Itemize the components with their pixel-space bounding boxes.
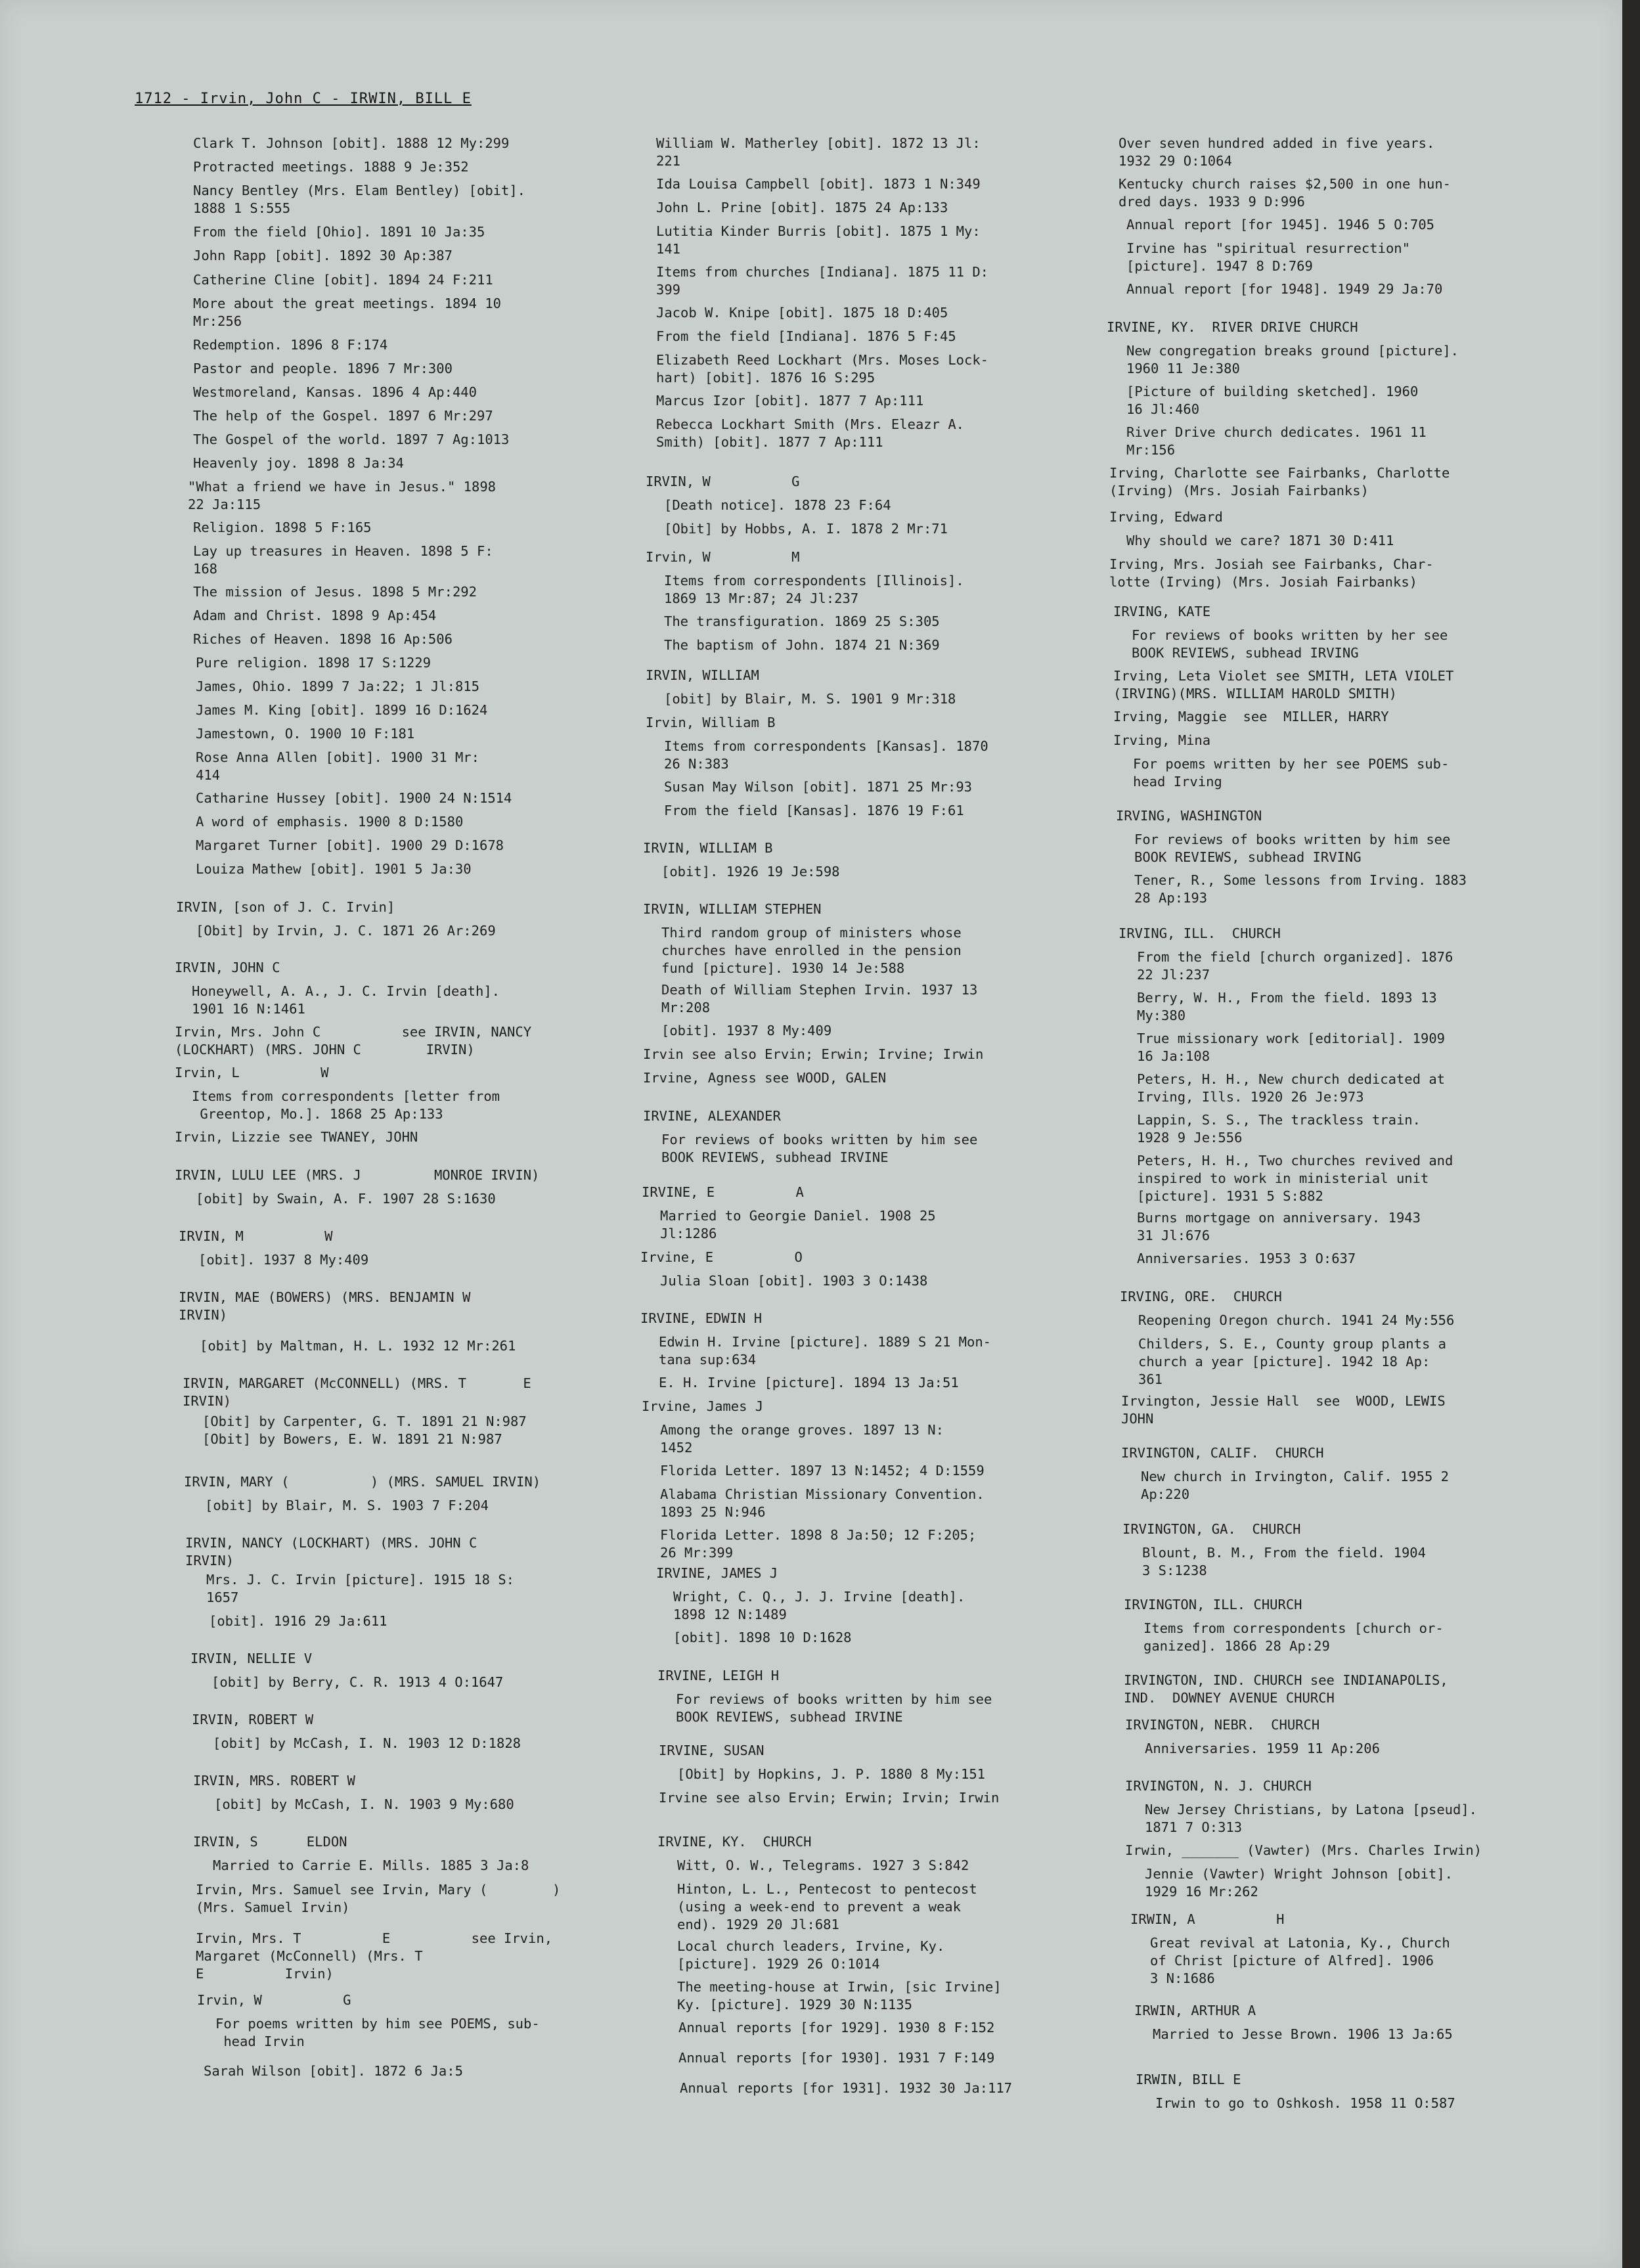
index-entry: IRVINE, ALEXANDER	[643, 1108, 781, 1124]
index-entry: From the field [church organized]. 1876 22 Jl:237	[1137, 949, 1453, 983]
index-entry: Lay up treasures in Heaven. 1898 5 F: 168	[193, 543, 493, 577]
index-entry: [Obit] by Hobbs, A. I. 1878 2 Mr:71	[664, 521, 948, 537]
index-entry: The help of the Gospel. 1897 6 Mr:297	[193, 408, 493, 424]
index-entry: IRVINGTON, IND. CHURCH see INDIANAPOLIS, IND. DOWNEY AVENUE CHURCH	[1124, 1672, 1448, 1706]
index-entry: William W. Matherley [obit]. 1872 13 Jl: 221	[656, 135, 981, 169]
index-entry: IRVIN, W G	[646, 474, 800, 489]
index-entry: Annual report [for 1945]. 1946 5 O:705	[1126, 217, 1434, 233]
index-entry: Irvine, E O	[640, 1249, 803, 1265]
index-entry: Irvington, Jessie Hall see WOOD, LEWIS JOHN	[1121, 1393, 1446, 1427]
index-entry: [Death notice]. 1878 23 F:64	[664, 497, 891, 513]
index-entry: IRVING, ORE. CHURCH	[1120, 1289, 1282, 1304]
index-entry: Marcus Izor [obit]. 1877 7 Ap:111	[656, 393, 924, 409]
index-entry: Irvin, William B	[646, 715, 776, 730]
index-entry: For poems written by him see POEMS, sub- head Irvin	[215, 2016, 540, 2049]
index-entry: IRVINE, KY. RIVER DRIVE CHURCH	[1107, 319, 1358, 335]
index-entry: Annual reports [for 1930]. 1931 7 F:149	[678, 2050, 995, 2066]
index-entry: New Jersey Christians, by Latona [pseud]. 1871 7 O:313	[1145, 1802, 1478, 1835]
index-entry: Anniversaries. 1959 11 Ap:206	[1145, 1741, 1380, 1756]
index-entry: IRVIN, MAE (BOWERS) (MRS. BENJAMIN W IRVIN)	[179, 1289, 471, 1323]
index-entry: Louiza Mathew [obit]. 1901 5 Ja:30	[196, 861, 472, 877]
index-entry: [Obit] by Hopkins, J. P. 1880 8 My:151	[677, 1766, 985, 1782]
index-entry: Irving, Mrs. Josiah see Fairbanks, Char- lotte (Irving) (Mrs. Josiah Fairbanks)	[1109, 556, 1434, 590]
page-header: 1712 - Irvin, John C - IRWIN, BILL E	[135, 91, 472, 107]
index-entry: The baptism of John. 1874 21 N:369	[664, 637, 940, 653]
index-entry: Susan May Wilson [obit]. 1871 25 Mr:93	[664, 779, 972, 795]
index-entry: Lutitia Kinder Burris [obit]. 1875 1 My: 141	[656, 223, 981, 257]
index-entry: Rose Anna Allen [obit]. 1900 31 Mr: 414	[196, 749, 479, 783]
index-entry: The Gospel of the world. 1897 7 Ag:1013	[193, 432, 510, 447]
index-entry: Irving, Edward	[1109, 509, 1223, 525]
index-entry: Mrs. J. C. Irvin [picture]. 1915 18 S: 1657	[206, 1572, 514, 1605]
index-entry: IRVIN, WILLIAM B	[643, 840, 773, 856]
index-entry: Rebecca Lockhart Smith (Mrs. Eleazr A. Smith) [obit]. 1877 7 Ap:111	[656, 416, 964, 450]
index-entry: IRVIN, M W	[179, 1228, 333, 1244]
index-entry: IRVINGTON, N. J. CHURCH	[1125, 1778, 1312, 1794]
index-entry: Death of William Stephen Irvin. 1937 13 Mr:208	[661, 982, 978, 1015]
index-entry: IRVIN, NANCY (LOCKHART) (MRS. JOHN C IRVIN)	[185, 1535, 477, 1568]
index-entry: IRVIN, ROBERT W	[192, 1712, 314, 1727]
index-entry: Burns mortgage on anniversary. 1943 31 Jl:676	[1137, 1210, 1421, 1243]
index-entry: Items from churches [Indiana]. 1875 11 D: 399	[656, 264, 989, 298]
index-entry: Florida Letter. 1897 13 N:1452; 4 D:1559	[660, 1463, 985, 1479]
index-entry: Honeywell, A. A., J. C. Irvin [death]. 1901 16 N:1461	[192, 983, 500, 1017]
index-entry: Kentucky church raises $2,500 in one hun- dred days. 1933 9 D:996	[1119, 176, 1452, 210]
index-entry: Riches of Heaven. 1898 16 Ap:506	[193, 631, 453, 647]
index-entry: IRWIN, ARTHUR A	[1134, 2003, 1256, 2018]
index-entry: Wright, C. Q., J. J. Irvine [death]. 1898 12 N:1489	[673, 1589, 965, 1622]
index-entry: IRVINE, E A	[642, 1184, 804, 1200]
index-entry: [obit]. 1937 8 My:409	[661, 1023, 832, 1038]
index-entry: Irving, Mina	[1113, 732, 1211, 748]
index-entry: Heavenly joy. 1898 8 Ja:34	[193, 455, 404, 471]
index-entry: Great revival at Latonia, Ky., Church of Christ [picture of Alfred]. 1906 3 N:1686	[1150, 1935, 1450, 1986]
index-entry: Annual reports [for 1929]. 1930 8 F:152	[678, 2020, 995, 2035]
index-entry: James, Ohio. 1899 7 Ja:22; 1 Jl:815	[196, 678, 479, 694]
index-entry: Florida Letter. 1898 8 Ja:50; 12 F:205; 26 Mr:399	[660, 1527, 977, 1561]
index-entry: The meeting-house at Irwin, [sic Irvine] Ky. [picture]. 1929 30 N:1135	[677, 1979, 1002, 2012]
index-entry: IRVINGTON, GA. CHURCH	[1122, 1521, 1301, 1537]
index-entry: Jennie (Vawter) Wright Johnson [obit]. 1929 16 Mr:262	[1145, 1866, 1453, 1900]
index-entry: IRWIN, BILL E	[1136, 2072, 1241, 2087]
index-entry: Irvin, W G	[197, 1992, 351, 2008]
index-entry: Why should we care? 1871 30 D:411	[1126, 533, 1394, 548]
index-entry: Irvine see also Ervin; Erwin; Irvin; Irwin	[659, 1790, 1000, 1806]
index-entry: Lappin, S. S., The trackless train. 1928 9 Je:556	[1137, 1112, 1421, 1145]
index-entry: E. H. Irvine [picture]. 1894 13 Ja:51	[659, 1375, 959, 1390]
index-entry: Over seven hundred added in five years. 1932 29 O:1064	[1119, 135, 1435, 169]
index-entry: IRVINE, LEIGH H	[657, 1668, 780, 1683]
index-entry: Items from correspondents [Illinois]. 1869 13 Mr:87; 24 Jl:237	[664, 573, 964, 606]
index-entry: Jacob W. Knipe [obit]. 1875 18 D:405	[656, 305, 948, 321]
index-entry: IRVIN, S ELDON	[193, 1834, 347, 1850]
index-entry: Irving, Maggie see MILLER, HARRY	[1113, 709, 1389, 724]
index-entry: "What a friend we have in Jesus." 1898 22 Ja:115	[188, 479, 496, 512]
index-entry: Irvin, Mrs. T E see Irvin, Margaret (McConnell) (Mrs. T E Irvin)	[196, 1930, 553, 1982]
index-entry: Irving, Charlotte see Fairbanks, Charlotte (Irving) (Mrs. Josiah Fairbanks)	[1109, 465, 1450, 499]
index-entry: Reopening Oregon church. 1941 24 My:556	[1138, 1312, 1455, 1328]
index-entry: Hinton, L. L., Pentecost to pentecost (using a week-end to prevent a weak end). 1929 20 Jl:681	[677, 1881, 977, 1932]
index-entry: James M. King [obit]. 1899 16 D:1624	[196, 702, 488, 718]
index-entry: For poems written by her see POEMS sub- head Irving	[1133, 756, 1450, 789]
index-entry: Margaret Turner [obit]. 1900 29 D:1678	[196, 837, 504, 853]
index-entry: [obit] by McCash, I. N. 1903 9 My:680	[214, 1796, 514, 1812]
index-entry: Irvine, Agness see WOOD, GALEN	[643, 1070, 887, 1086]
index-entry: IRVIN, MARY ( ) (MRS. SAMUEL IRVIN)	[184, 1474, 541, 1490]
index-entry: Tener, R., Some lessons from Irving. 1883 28 Ap:193	[1134, 872, 1467, 906]
index-entry: Nancy Bentley (Mrs. Elam Bentley) [obit]. 1888 1 S:555	[193, 183, 526, 216]
index-entry: Religion. 1898 5 F:165	[193, 520, 372, 535]
index-entry: Irvin, Mrs. Samuel see Irvin, Mary ( ) (Mrs. Samuel Irvin)	[196, 1882, 561, 1915]
index-entry: John Rapp [obit]. 1892 30 Ap:387	[193, 248, 453, 263]
index-entry: Julia Sloan [obit]. 1903 3 O:1438	[660, 1273, 928, 1289]
index-entry: IRVING, ILL. CHURCH	[1119, 925, 1281, 941]
index-entry: Married to Georgie Daniel. 1908 25 Jl:1286	[660, 1208, 936, 1241]
index-entry: [obit] by Blair, M. S. 1903 7 F:204	[205, 1498, 489, 1513]
index-entry: IRVIN, [son of J. C. Irvin]	[176, 899, 395, 915]
index-entry: For reviews of books written by her see BOOK REVIEWS, subhead IRVING	[1132, 627, 1448, 661]
index-entry: [obit] by Maltman, H. L. 1932 12 Mr:261	[200, 1338, 516, 1354]
index-entry: Irwin, _______ (Vawter) (Mrs. Charles Irwin)	[1125, 1842, 1482, 1858]
index-entry: Witt, O. W., Telegrams. 1927 3 S:842	[677, 1857, 969, 1873]
index-entry: For reviews of books written by him see BOOK REVIEWS, subhead IRVINE	[676, 1691, 992, 1725]
index-entry: IRVING, KATE	[1113, 604, 1211, 619]
index-entry: Jamestown, O. 1900 10 F:181	[196, 726, 415, 742]
index-entry: Married to Jesse Brown. 1906 13 Ja:65	[1153, 2026, 1453, 2042]
index-entry: IRVINGTON, CALIF. CHURCH	[1121, 1445, 1324, 1461]
index-entry: [obit]. 1937 8 My:409	[198, 1252, 369, 1268]
index-entry: For reviews of books written by him see BOOK REVIEWS, subhead IRVING	[1134, 832, 1451, 865]
index-entry: Westmoreland, Kansas. 1896 4 Ap:440	[193, 384, 477, 400]
index-entry: Peters, H. H., Two churches revived and inspired to work in ministerial unit [picture]. 1931 5 S:882	[1137, 1153, 1453, 1204]
index-entry: Edwin H. Irvine [picture]. 1889 S 21 Mon- tana sup:634	[659, 1334, 992, 1367]
index-entry: IRVIN, MRS. ROBERT W	[193, 1773, 355, 1789]
index-entry: Pastor and people. 1896 7 Mr:300	[193, 361, 453, 376]
index-entry: Irvin, Mrs. John C see IRVIN, NANCY (LOCKHART) (MRS. JOHN C IRVIN)	[175, 1024, 532, 1057]
index-entry: Annual reports [for 1931]. 1932 30 Ja:117	[680, 2080, 1013, 2096]
index-entry: [Obit] by Irvin, J. C. 1871 26 Ar:269	[196, 923, 496, 939]
index-entry: The mission of Jesus. 1898 5 Mr:292	[193, 584, 477, 600]
index-entry: Annual report [for 1948]. 1949 29 Ja:70	[1126, 281, 1443, 297]
index-entry: Items from correspondents [Kansas]. 1870 26 N:383	[664, 738, 988, 772]
index-entry: Peters, H. H., New church dedicated at Irving, Ills. 1920 26 Je:973	[1137, 1071, 1445, 1105]
index-entry: Irvin, Lizzie see TWANEY, JOHN	[175, 1129, 418, 1145]
index-entry: IRWIN, A H	[1130, 1911, 1285, 1927]
index-entry: Alabama Christian Missionary Convention. 1893 25 N:946	[660, 1486, 985, 1520]
index-entry: IRVINGTON, NEBR. CHURCH	[1125, 1717, 1320, 1733]
index-entry: IRVIN, LULU LEE (MRS. J MONROE IRVIN)	[175, 1167, 540, 1183]
index-entry: [obit]. 1898 10 D:1628	[673, 1630, 852, 1645]
index-entry: More about the great meetings. 1894 10 Mr:256	[193, 296, 501, 329]
index-entry: Irving, Leta Violet see SMITH, LETA VIOLET (IRVING)(MRS. WILLIAM HAROLD SMITH)	[1113, 668, 1454, 701]
index-entry: Berry, W. H., From the field. 1893 13 My:380	[1137, 990, 1437, 1023]
index-entry: [Obit] by Carpenter, G. T. 1891 21 N:987 [Obit] by Bowers, E. W. 1891 21 N:987	[202, 1413, 527, 1447]
index-entry: [obit] by Blair, M. S. 1901 9 Mr:318	[664, 691, 956, 707]
index-entry: IRVIN, WILLIAM	[646, 667, 759, 683]
index-entry: [Picture of building sketched]. 1960 16 Jl:460	[1126, 384, 1419, 417]
index-entry: IRVIN, NELLIE V	[190, 1651, 313, 1666]
index-entry: IRVINE, SUSAN	[659, 1743, 765, 1758]
index-entry: From the field [Kansas]. 1876 19 F:61	[664, 803, 964, 818]
index-entry: John L. Prine [obit]. 1875 24 Ap:133	[656, 200, 948, 215]
index-entry: Irvin see also Ervin; Erwin; Irvine; Irwin	[643, 1046, 984, 1062]
index-entry: Irvine has "spiritual resurrection" [picture]. 1947 8 D:769	[1126, 240, 1410, 274]
index-entry: IRVIN, MARGARET (McCONNELL) (MRS. T E IRVIN)	[183, 1375, 531, 1409]
index-entry: From the field [Indiana]. 1876 5 F:45	[656, 328, 956, 344]
index-entry: A word of emphasis. 1900 8 D:1580	[196, 814, 464, 830]
index-entry: Catherine Cline [obit]. 1894 24 F:211	[193, 272, 493, 288]
index-entry: [obit] by Swain, A. F. 1907 28 S:1630	[196, 1191, 496, 1207]
index-entry: The transfiguration. 1869 25 S:305	[664, 613, 940, 629]
index-entry: New congregation breaks ground [picture]. 1960 11 Je:380	[1126, 343, 1459, 376]
index-entry: Married to Carrie E. Mills. 1885 3 Ja:8	[213, 1857, 529, 1873]
index-entry: Anniversaries. 1953 3 O:637	[1137, 1251, 1356, 1266]
index-entry: IRVING, WASHINGTON	[1116, 808, 1262, 824]
index-entry: River Drive church dedicates. 1961 11 Mr:156	[1126, 424, 1427, 458]
index-entry: Irvin, W M	[646, 549, 800, 565]
index-entry: [obit]. 1926 19 Je:598	[661, 864, 840, 879]
index-entry: IRVINE, EDWIN H	[640, 1310, 763, 1326]
index-entry: [obit] by Berry, C. R. 1913 4 O:1647	[211, 1674, 504, 1690]
index-entry: Sarah Wilson [obit]. 1872 6 Ja:5	[204, 2063, 463, 2079]
index-entry: IRVINE, KY. CHURCH	[657, 1834, 812, 1850]
index-entry: Items from correspondents [letter from Greentop, Mo.]. 1868 25 Ap:133	[192, 1088, 500, 1122]
index-entry: For reviews of books written by him see BOOK REVIEWS, subhead IRVINE	[661, 1132, 978, 1165]
index-entry: IRVIN, WILLIAM STEPHEN	[643, 901, 822, 917]
index-entry: New church in Irvington, Calif. 1955 2 Ap:220	[1141, 1469, 1449, 1502]
index-entry: Irvine, James J	[642, 1398, 764, 1414]
index-entry: Ida Louisa Campbell [obit]. 1873 1 N:349	[656, 176, 981, 192]
index-entry: Blount, B. M., From the field. 1904 3 S:1238	[1142, 1545, 1426, 1578]
index-entry: Elizabeth Reed Lockhart (Mrs. Moses Lock- hart) [obit]. 1876 16 S:295	[656, 352, 989, 386]
index-entry: Pure religion. 1898 17 S:1229	[196, 655, 431, 671]
index-entry: Childers, S. E., County group plants a church a year [picture]. 1942 18 Ap: 361	[1138, 1336, 1446, 1387]
index-entry: From the field [Ohio]. 1891 10 Ja:35	[193, 224, 485, 240]
index-entry: [obit]. 1916 29 Ja:611	[209, 1613, 388, 1629]
index-entry: Adam and Christ. 1898 9 Ap:454	[193, 608, 437, 623]
index-entry: Catharine Hussey [obit]. 1900 24 N:1514	[196, 790, 512, 806]
index-entry: IRVINE, JAMES J	[656, 1565, 778, 1581]
index-entry: Items from correspondents [church or- ganized]. 1866 28 Ap:29	[1143, 1620, 1444, 1654]
index-entry: IRVINGTON, ILL. CHURCH	[1124, 1597, 1302, 1612]
index-entry: Protracted meetings. 1888 9 Je:352	[193, 159, 469, 175]
index-entry: IRVIN, JOHN C	[175, 960, 280, 975]
index-entry: Redemption. 1896 8 F:174	[193, 337, 388, 353]
index-entry: Among the orange groves. 1897 13 N: 1452	[660, 1422, 944, 1456]
index-entry: True missionary work [editorial]. 1909 16 Ja:108	[1137, 1031, 1445, 1064]
index-entry: [obit] by McCash, I. N. 1903 12 D:1828	[213, 1735, 521, 1751]
index-entry: Irwin to go to Oshkosh. 1958 11 O:587	[1155, 2095, 1455, 2111]
index-entry: Local church leaders, Irvine, Ky. [picture]. 1929 26 O:1014	[677, 1938, 945, 1972]
index-entry: Irvin, L W	[175, 1065, 329, 1080]
index-entry: Third random group of ministers whose churches have enrolled in the pension fund [picture]. 1930 14 Je:588	[661, 925, 962, 976]
index-entry: Clark T. Johnson [obit]. 1888 12 My:299	[193, 135, 510, 151]
